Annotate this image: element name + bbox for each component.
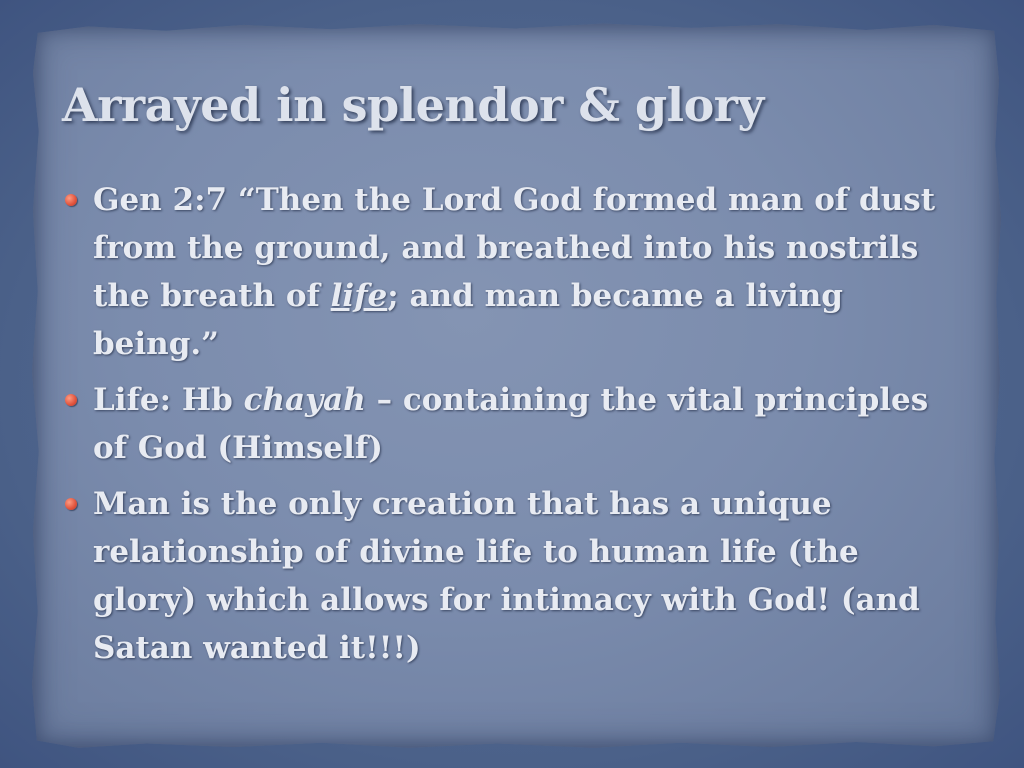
bullet-list — [62, 176, 942, 680]
bullet-dot-icon — [65, 194, 77, 206]
bullet-text: – containing the vital principles of God (Himself) — [93, 382, 929, 466]
bullet-item-gen-2-7 — [62, 176, 942, 368]
bullet-text: ; and man became a living being.” — [93, 278, 843, 362]
bullet-item-unique-creation — [62, 480, 942, 672]
bullet-text: Man is the only creation that has a unique relationship of divine life to human life (the glory) which allows for intimacy with God! (and Satan wanted it!!!) — [93, 486, 920, 666]
bullet-text: Life: Hb — [93, 382, 244, 418]
emphasis-chayah: chayah — [243, 382, 366, 418]
emphasis-life: life — [330, 278, 388, 314]
slide-title: Arrayed in splendor & glory — [62, 78, 764, 132]
bullet-dot-icon — [65, 394, 77, 406]
bullet-item-chayah — [62, 376, 942, 472]
bullet-dot-icon — [65, 498, 77, 510]
bullet-text: Gen 2:7 “Then the Lord God formed man of dust from the ground, and breathed into his nostrils the breath of — [93, 182, 936, 314]
